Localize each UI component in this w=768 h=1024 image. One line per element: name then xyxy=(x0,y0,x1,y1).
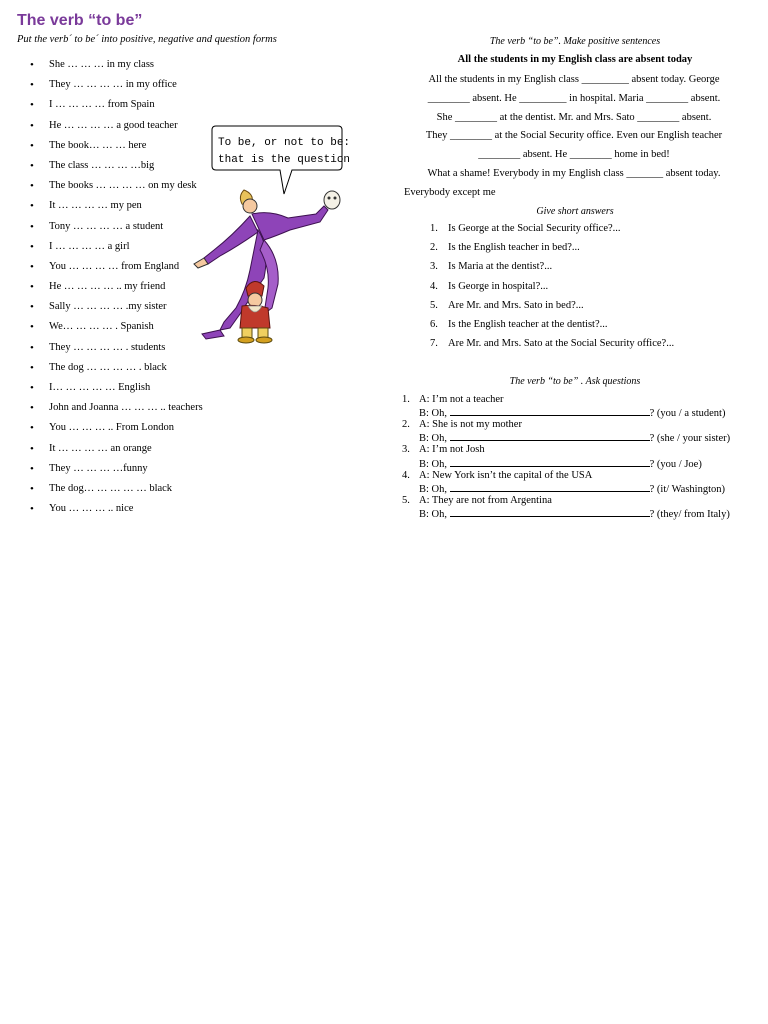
short-answer-question: Is George in hospital?... xyxy=(448,280,549,292)
page-title: The verb “to be” xyxy=(17,12,143,29)
short-answer-item xyxy=(430,299,674,318)
statement-a: A: They are not from Argentina xyxy=(419,494,552,506)
answer-blank[interactable] xyxy=(450,431,650,441)
short-answer-item xyxy=(430,318,674,337)
short-answer-question: Is Maria at the dentist?... xyxy=(448,261,553,273)
exercise-item: • It … … … … my pen xyxy=(30,199,203,219)
hamlet-illustration xyxy=(180,118,355,350)
paragraph-line: Everybody except me xyxy=(404,186,496,198)
exercise-item: • You … … … … from England xyxy=(30,260,203,280)
exercise-item: • The dog… … … … … black xyxy=(30,482,203,502)
item-number: 1. xyxy=(430,223,438,234)
short-answer-question: Is the English teacher at the dentist?... xyxy=(448,318,608,330)
exercise-item: • I … … … … a girl xyxy=(30,240,203,260)
exercise-item: • John and Joanna … … … .. teachers xyxy=(30,401,203,421)
item-number: 2. xyxy=(430,242,438,254)
exercise-item: • We… … … … . Spanish xyxy=(30,320,203,340)
paragraph-line: She ________ at the dentist. Mr. and Mrs. Sato ________ absent. xyxy=(436,111,712,123)
statement-a: A: I’m not Josh xyxy=(419,444,485,456)
short-answer-question: Are Mr. and Mrs. Sato in bed?... xyxy=(448,299,584,311)
statement-a: A: She is not my mother xyxy=(419,419,522,431)
section1-heading: The verb “to be”. Make positive sentences xyxy=(489,36,661,47)
answer-blank[interactable] xyxy=(450,406,650,416)
exercise-item: • It … … … … an orange xyxy=(30,442,203,462)
question-item xyxy=(402,394,730,419)
item-number: 4. xyxy=(430,280,438,292)
exercise-item: • The books … … … … on my desk xyxy=(30,179,203,199)
short-answer-item xyxy=(430,241,674,260)
instruction-text: Put the verb´ to be´ into positive, negative and question forms xyxy=(17,34,277,45)
response-hint: ? (they/ from Italy) xyxy=(649,508,730,520)
response-hint: ? (you / a student) xyxy=(649,408,726,420)
section3-heading: The verb “to be” . Ask questions xyxy=(509,376,641,387)
item-number: 3. xyxy=(402,444,410,456)
short-answer-item xyxy=(430,260,674,279)
exercise-item: • They … … … …funny xyxy=(30,462,203,482)
item-number: 2. xyxy=(402,419,410,431)
paragraph-line: What a shame! Everybody in my English class _______ absent today. xyxy=(427,167,721,179)
question-item xyxy=(402,444,730,469)
answer-blank[interactable] xyxy=(450,482,650,492)
item-number: 6. xyxy=(430,318,438,330)
question-item xyxy=(402,419,730,444)
exercise-item: • Tony … … … … a student xyxy=(30,220,203,240)
exercise-item: • He … … … … .. my friend xyxy=(30,280,203,300)
exercise-item: • You … … … .. nice xyxy=(30,502,203,522)
exercise-item: • They … … … … in my office xyxy=(30,78,203,98)
item-number: 3. xyxy=(430,261,438,273)
response-b xyxy=(419,507,730,521)
question-item xyxy=(402,495,730,520)
item-number: 7. xyxy=(430,338,438,350)
statement-a: A: I’m not a teacher xyxy=(419,394,504,405)
response-prefix: B: Oh, xyxy=(419,508,450,520)
short-answer-question: Is George at the Social Security office?... xyxy=(448,223,621,234)
item-number: 5. xyxy=(430,299,438,311)
exercise-item: • He … … … … a good teacher xyxy=(30,119,203,139)
response-hint: ? (she / your sister) xyxy=(649,433,731,445)
exercise-item: • The book… … … here xyxy=(30,139,203,159)
exercise-item: • I … … … … from Spain xyxy=(30,98,203,118)
exercise-item: • The class … … … …big xyxy=(30,159,203,179)
exercise-item: • She … … … in my class xyxy=(30,58,203,78)
short-answer-item xyxy=(430,222,674,241)
short-answer-item xyxy=(430,337,674,356)
question-item xyxy=(402,470,730,495)
item-number: 4. xyxy=(402,469,410,481)
short-answer-item xyxy=(430,280,674,299)
short-answer-question: Are Mr. and Mrs. Sato at the Social Security office?... xyxy=(448,338,675,350)
short-answers-list xyxy=(430,222,674,356)
exercise-item: • Sally … … … … .my sister xyxy=(30,300,203,320)
exercise-item: • I… … … … … English xyxy=(30,381,203,401)
paragraph-line: All the students in my English class _________ absent today. George xyxy=(428,74,720,85)
short-answer-question: Is the English teacher in bed?... xyxy=(448,242,580,254)
questions-list xyxy=(402,394,730,520)
section1-paragraph xyxy=(404,73,744,205)
section2-heading: Give short answers xyxy=(536,206,614,217)
response-prefix: B: Oh, xyxy=(419,408,450,420)
item-number: 1. xyxy=(402,394,410,405)
paragraph-line: ________ absent. He _________ in hospital. Maria ________ absent. xyxy=(427,92,721,104)
statement-a: A: New York isn’t the capital of the USA xyxy=(419,469,593,481)
item-number: 5. xyxy=(402,494,410,506)
response-hint: ? (you / Joe) xyxy=(649,458,702,470)
answer-blank[interactable] xyxy=(450,507,650,517)
speech-bubble-line-1: To be, or not to be: xyxy=(218,137,351,149)
response-prefix: B: Oh, xyxy=(419,458,450,470)
section1-subheading: All the students in my English class are absent today xyxy=(457,54,693,65)
response-hint: ? (it/ Washington) xyxy=(649,483,726,495)
speech-bubble-line-2: that is the question xyxy=(218,154,351,166)
response-prefix: B: Oh, xyxy=(419,433,450,445)
answer-blank[interactable] xyxy=(450,457,650,467)
paragraph-line: ________ absent. He ________ home in bed! xyxy=(478,149,670,161)
exercise-list xyxy=(30,58,203,522)
exercise-item: • The dog … … … … . black xyxy=(30,361,203,381)
response-prefix: B: Oh, xyxy=(419,483,450,495)
paragraph-line: They ________ at the Social Security office. Even our English teacher xyxy=(425,130,723,142)
exercise-item: • They … … … … . students xyxy=(30,341,203,361)
exercise-item: • You … … … .. From London xyxy=(30,421,203,441)
